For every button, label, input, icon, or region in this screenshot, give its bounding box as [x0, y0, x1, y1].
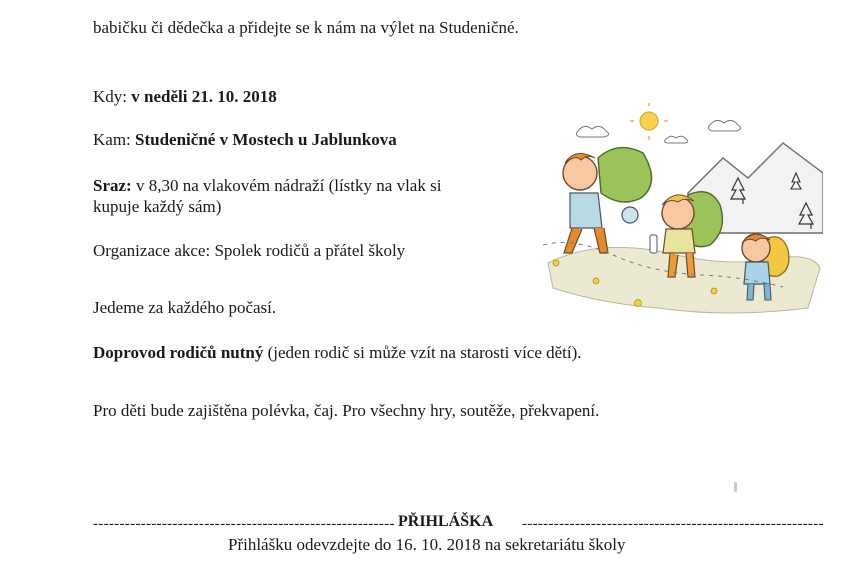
- form-title: PŘIHLÁŠKA: [398, 513, 494, 530]
- event-destination-value: Studeničné v Mostech u Jablunkova: [135, 130, 397, 149]
- scan-speck: [734, 482, 737, 492]
- meeting-point-value: v 8,30 na vlakovém nádraží (lístky na vlak si: [135, 176, 442, 195]
- escort-rest: (jeden rodič si může vzít na starosti více dětí).: [263, 343, 582, 362]
- meeting-point-continued: kupuje každý sám): [93, 197, 222, 216]
- form-separator-left: ---------------------------------------------------------: [93, 516, 395, 532]
- meeting-point: [93, 175, 441, 196]
- form-separator-right: ---------------------------------------------------------: [522, 516, 824, 532]
- intro-text: babičku či dědečka a přidejte se k nám na výlet na Studeničné.: [93, 18, 519, 37]
- escort-bold: Doprovod rodičů nutný: [93, 343, 264, 362]
- food-text: Pro děti bude zajištěna polévka, čaj. Pro všechny hry, soutěže, překvapení.: [93, 401, 600, 420]
- organizer-text: Organizace akce: Spolek rodičů a přátel školy: [93, 241, 406, 260]
- event-date-value: v neděli 21. 10. 2018: [131, 87, 277, 106]
- event-date: [93, 86, 277, 107]
- hiking-children-illustration: [538, 103, 823, 325]
- meeting-point-label: Sraz:: [93, 176, 132, 195]
- event-destination-label: Kam:: [93, 130, 131, 149]
- event-date-label: Kdy:: [93, 87, 127, 106]
- weather-text: Jedeme za každého počasí.: [93, 298, 277, 317]
- event-destination: [93, 129, 397, 150]
- form-instruction: Přihlášku odevzdejte do 16. 10. 2018 na sekretariátu školy: [228, 535, 626, 554]
- escort-text: [93, 342, 582, 363]
